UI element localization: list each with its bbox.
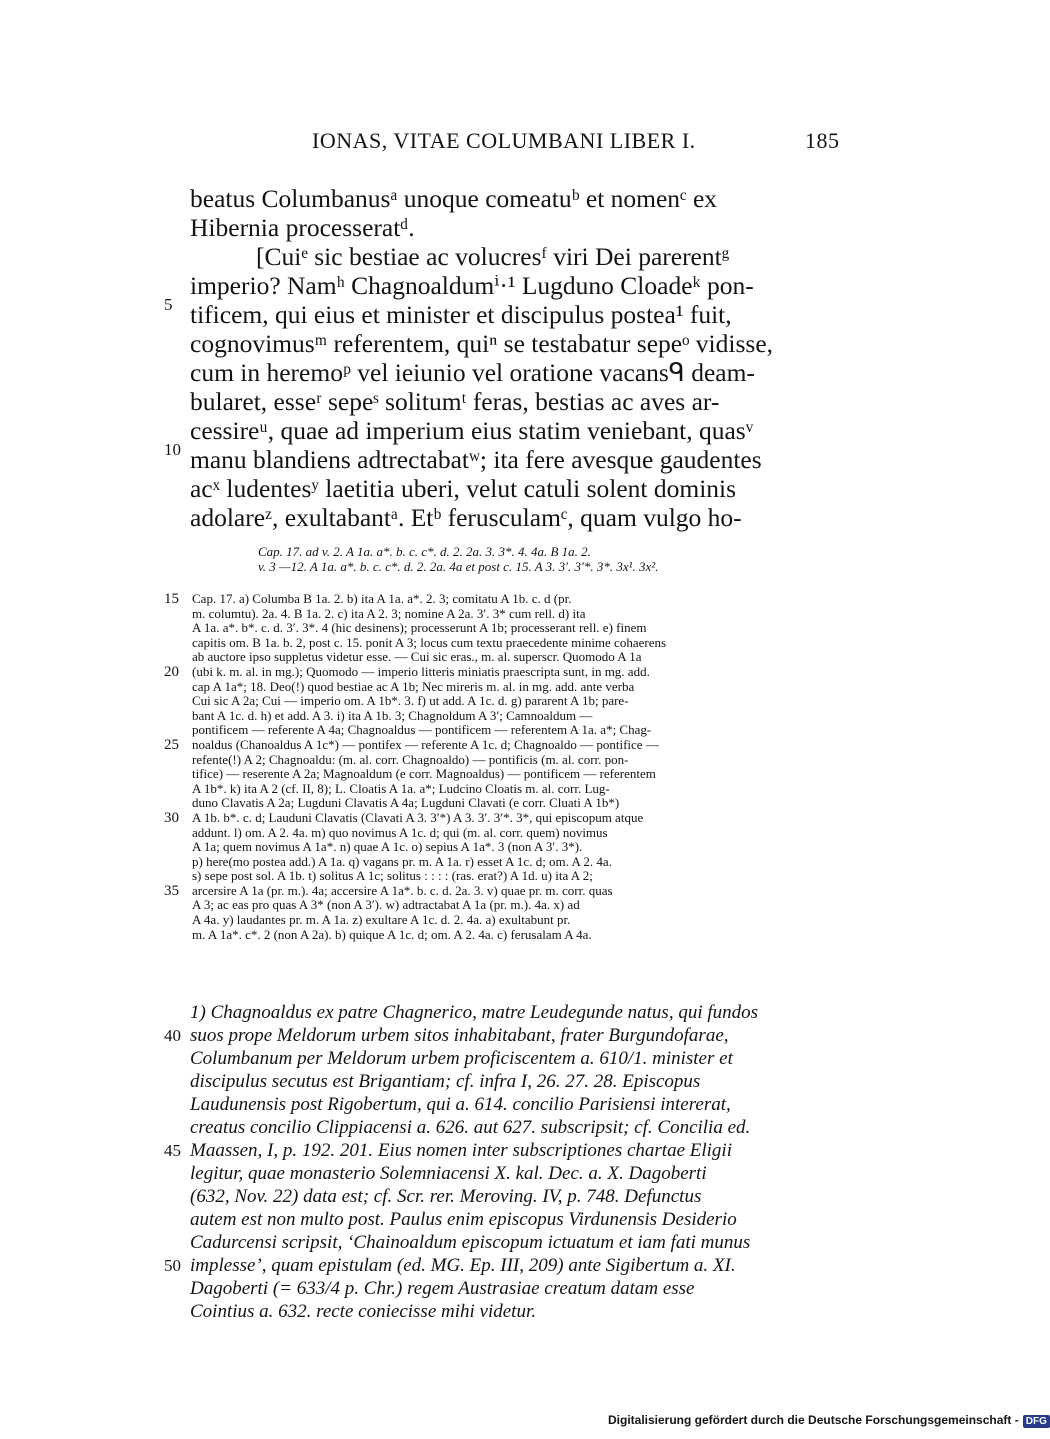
critical-apparatus (192, 592, 666, 942)
apparatus-line: Cui sic A 2a; Cui — imperio om. A 1b*. 3. f) ut add. A 1c. d. g) pararent A 1b; pare- (192, 693, 629, 709)
apparatus-line: (ubi k. m. al. in mg.); Quomodo — imperio litteris miniatis praescripta sunt, in mg. add. (192, 663, 650, 679)
apparatus-line: Cap. 17. a) Columba B 1a. 2. b) ita A 1a. a*. 2. 3; comitatu A 1b. c. d (pr. (192, 591, 572, 606)
apparatus-line: A 1b. b*. c. d; Lauduni Clavatis (Clavati A 3. 3′*) A 3. 3′. 3′*. 3*, qui episcopum atque (192, 809, 644, 825)
apparatus-line: refente(!) A 2; Chagnoaldu: (m. al. corr. Chagnoaldo) — pontificis (m. al. corr. pon- (192, 751, 629, 767)
main-line: cognovimusᵐ referentem, quiⁿ se testabatur sepeᵒ vidisse, (190, 329, 774, 358)
sigla-line: v. 3 —12. A 1a. a*. b. c. c*. d. 2. 2a. 4a et post c. 15. A 3. 3′. 3′*. 3*. 3x¹. 3x². (258, 558, 659, 574)
apparatus-line: A 1a. a*. b*. c. d. 3′. 3*. 4 (hic desinens); processerunt A 1b; processerant rell. e) finem (192, 620, 647, 636)
main-line: bularet, esseʳ sepeˢ solitumᵗ feras, bestias ac aves ar- (190, 387, 720, 416)
apparatus-line: A 1a; quem novimus A 1a*. n) quae A 1c. o) sepius A 1a*. 3 (non A 3′. 3*). (192, 839, 583, 855)
line-number: 40 (164, 1026, 181, 1045)
footnote (190, 1001, 758, 1323)
apparatus-line: cap A 1a*; 18. Deo(!) quod bestiae ac A 1b; Nec mireris m. al. in mg. add. ante verba (192, 678, 635, 694)
apparatus-line: p) here(mo postea add.) A 1a. q) vagans pr. m. A 1a. r) esset A 1c. d; om. A 2. 4a. (192, 853, 612, 869)
line-number: 25 (164, 737, 179, 753)
apparatus-line: noaldus (Chanoaldus A 1c*) — pontifex — referente A 1c. d; Chagnoaldo — pontifice — (192, 736, 659, 752)
main-line: cum in heremoᵖ vel ieiunio vel oratione vacansᑫ deam- (190, 358, 755, 387)
footnote-line: (632, Nov. 22) data est; cf. Scr. rer. Meroving. IV, p. 748. Defunctus (190, 1186, 702, 1207)
footnote-line: Columbanum per Meldorum urbem proficiscentem a. 610/1. minister et (190, 1048, 733, 1069)
main-line: manu blandiens adtrectabatʷ; ita fere avesque gaudentes (190, 445, 762, 474)
footnote-line: Laudunensis post Rigobertum, qui a. 614. concilio Parisiensi intererat, (190, 1094, 731, 1115)
footnote-line: Maassen, I, p. 192. 201. Eius nomen inter subscriptiones chartae Eligii (190, 1140, 732, 1161)
footnote-line: 1) Chagnoaldus ex patre Chagnerico, matre Leudegunde natus, qui fundos (190, 1002, 759, 1023)
apparatus-line: A 3; ac eas pro quas A 3* (non A 3′). w) adtractabat A 1a (pr. m.). 4a. x) ad (192, 897, 580, 913)
main-line: [Cuiᵉ sic bestiae ac volucresᶠ viri Dei parerentᵍ (256, 242, 730, 271)
apparatus-line: A 1b*. k) ita A 2 (cf. II, 8); L. Cloatis A 1a. a*; Ludcino Cloatis m. al. corr. Lug- (192, 780, 610, 796)
apparatus-line: duno Clavatis A 2a; Lugduni Clavatis A 4a; Lugduni Clavati (e corr. Cluati A 1b*) (192, 795, 620, 811)
apparatus-line: addunt. l) om. A 2. 4a. m) quo novimus A 1c. d; qui (m. al. corr. quem) novimus (192, 824, 608, 840)
apparatus-line: bant A 1c. d. h) et add. A 3. i) ita A 1b. 3; Chagnoldum A 3′; Camnoaldum — (192, 707, 593, 723)
credit-text: Digitalisierung gefördert durch die Deutsche Forschungsgemeinschaft - (608, 1413, 1019, 1427)
apparatus-line: arcersire A 1a (pr. m.). 4a; accersire A 1a*. b. c. d. 2a. 3. v) quae pr. m. corr. quas (192, 882, 613, 898)
footnote-line: discipulus secutus est Brigantiam; cf. infra I, 26. 27. 28. Episcopus (190, 1071, 701, 1092)
footnote-line: creatus concilio Clippiacensi a. 626. aut 627. subscripsit; cf. Concilia ed. (190, 1117, 751, 1138)
line-number: 35 (164, 883, 179, 899)
line-number: 10 (164, 440, 181, 459)
main-line: imperio? Namʰ Chagnoaldumⁱ·¹ Lugduno Cloadeᵏ pon- (190, 271, 754, 300)
footnote-line: legitur, quae monasterio Solemniacensi X. kal. Dec. a. X. Dagoberti (190, 1163, 707, 1184)
apparatus-line: capitis om. B 1a. b. 2, post c. 15. ponit A 3; locus cum textu praecedente minime cohaerens (192, 634, 667, 650)
apparatus-line: pontificem — referente A 4a; Chagnoaldus — pontificem — referentem A 1a. a*; Chag- (192, 722, 652, 738)
footnote-line: Cointius a. 632. recte coniecisse mihi videtur. (190, 1301, 536, 1322)
footnote-line: Cadurcensi scripsit, ‘Chainoaldum episcopum ictuatum et iam fati munus (190, 1232, 751, 1253)
line-number: 50 (164, 1256, 181, 1275)
footnote-line: implesse’, quam epistulam (ed. MG. Ep. III, 209) ante Sigibertum a. XI. (190, 1255, 736, 1276)
line-number: 15 (164, 591, 179, 607)
footnote-line: suos prope Meldorum urbem sitos inhabitabant, frater Burgundofarae, (190, 1025, 729, 1046)
manuscript-sigla (258, 545, 658, 574)
apparatus-line: A 4a. y) laudantes pr. m. A 1a. z) exultare A 1c. d. 2. 4a. a) exultabunt pr. (192, 912, 571, 928)
line-number: 30 (164, 810, 179, 826)
main-line: adolareᶻ, exultabantᵃ. Etᵇ ferusculamᶜ, quam vulgo ho- (190, 503, 742, 532)
page-number: 185 (805, 128, 840, 153)
footnote-line: Dagoberti (= 633/4 p. Chr.) regem Austrasiae creatum datam esse (190, 1278, 695, 1299)
apparatus-line: ab auctore ipso suppletus videtur esse. — Cui sic eras., m. al. superscr. Quomodo A 1a (192, 649, 642, 665)
digitization-credit (608, 1413, 1050, 1428)
sigla-line: Cap. 17. ad v. 2. A 1a. a*. b. c. c*. d. 2. 2a. 3. 3*. 4. 4a. B 1a. 2. (258, 544, 591, 559)
apparatus-line: s) sepe post sol. A 1b. t) solitus A 1c; solitus : : : : (ras. erat?) A 1d. u) ita A 2; (192, 868, 593, 884)
running-title: IONAS, VITAE COLUMBANI LIBER I. (312, 128, 696, 153)
footnote-line: autem est non multo post. Paulus enim episcopus Virdunensis Desiderio (190, 1209, 737, 1230)
line-number: 45 (164, 1141, 181, 1160)
main-line: acˣ ludentesʸ laetitia uberi, velut catuli solent dominis (190, 474, 737, 503)
dfg-logo: DFG (1023, 1415, 1050, 1428)
apparatus-line: tifice) — reserente A 2a; Magnoaldum (e corr. Magnoaldus) — pontificem — referentem (192, 766, 656, 782)
apparatus-line: m. columtu). 2a. 4. B 1a. 2. c) ita A 2. 3; nomine A 2a. 3′. 3* cum rell. d) ita (192, 605, 586, 621)
line-number: 5 (164, 295, 173, 314)
main-text (190, 184, 773, 532)
apparatus-line: m. A 1a*. c*. 2 (non A 2a). b) quique A 1c. d; om. A 2. 4a. c) ferusalam A 4a. (192, 926, 592, 942)
main-line: Hibernia processeratᵈ. (190, 213, 415, 242)
line-number: 20 (164, 664, 179, 680)
main-line: tificem, qui eius et minister et discipulus postea¹ fuit, (190, 300, 732, 329)
main-line: beatus Columbanusᵃ unoque comeatuᵇ et nomenᶜ ex (190, 184, 718, 213)
main-line: cessireᵘ, quae ad imperium eius statim veniebant, quasᵛ (190, 416, 754, 445)
